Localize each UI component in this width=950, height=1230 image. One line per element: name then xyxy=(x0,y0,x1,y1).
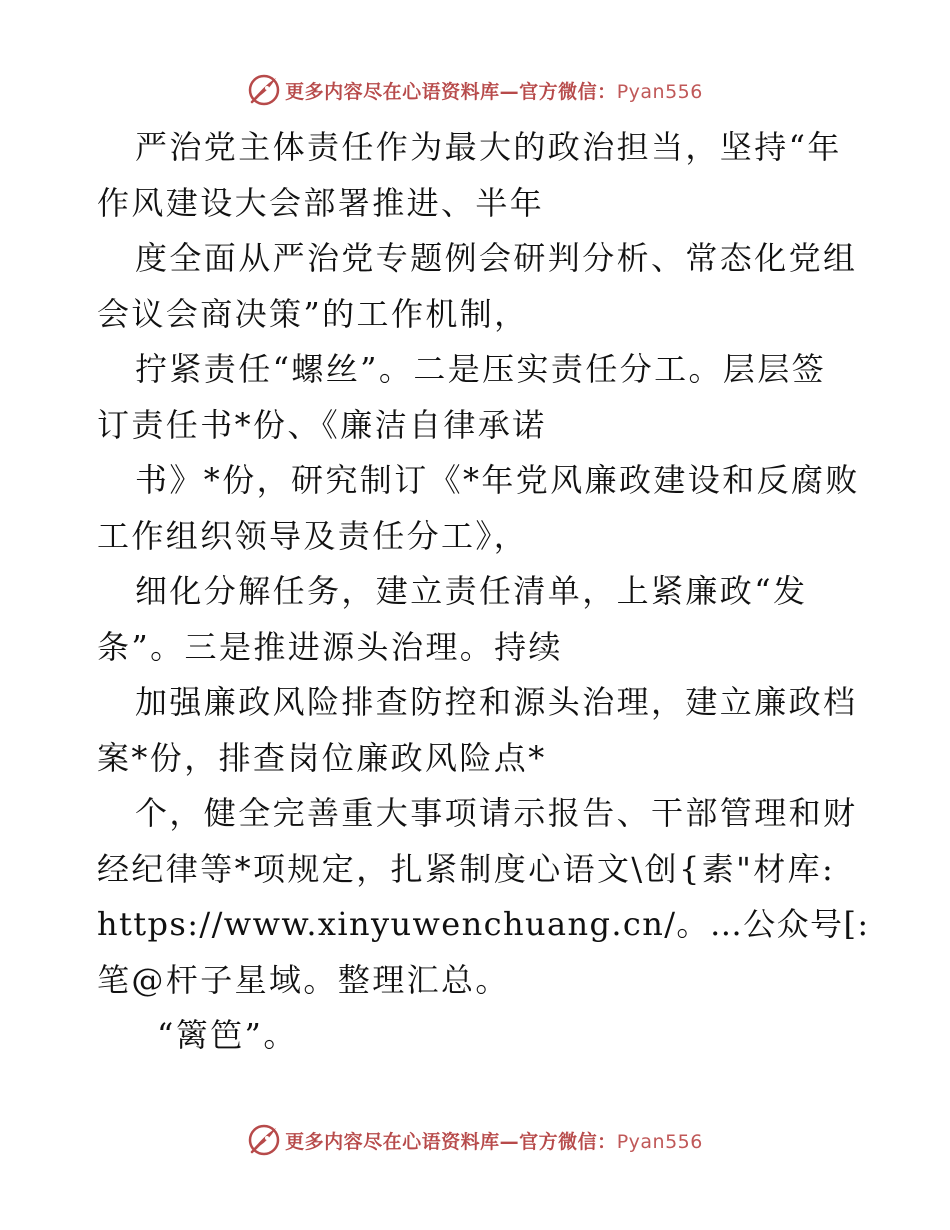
text-line: 订责任书*份、《廉洁自律承诺 xyxy=(97,405,547,444)
text-line: 工作组织领导及责任分工》， xyxy=(97,516,529,555)
text-line: 条”。三是推进源头治理。持续 xyxy=(97,627,563,666)
text-line: 细化分解任务，建立责任清单，上紧廉政“发 xyxy=(135,572,808,610)
text-line: 作风建设大会部署推进、半年 xyxy=(97,183,545,222)
feather-pen-logo-icon xyxy=(247,1123,281,1157)
text-line: “篱笆”。 xyxy=(157,1016,298,1054)
text-line: 加强廉政风险排查防控和源头治理，建立廉政档 xyxy=(135,683,858,721)
text-line: 案*份，排查岗位廉政风险点* xyxy=(97,738,547,777)
header-banner xyxy=(0,68,950,112)
footer-banner xyxy=(0,1118,950,1162)
footer-separator: — xyxy=(499,1130,520,1153)
header-separator: — xyxy=(499,80,520,103)
feather-pen-logo-icon xyxy=(247,73,281,107)
footer-wechat-label: 官方微信： xyxy=(519,1130,617,1153)
header-wechat-id: Pyan556 xyxy=(616,80,703,103)
text-line: 拧紧责任“螺丝”。二是压实责任分工。层层签 xyxy=(135,350,827,388)
document-body xyxy=(97,120,877,1064)
text-line: 个，健全完善重大事项请示报告、干部管理和财 xyxy=(135,794,858,832)
footer-site-text: 更多内容尽在心语资料库 xyxy=(285,1130,500,1153)
text-line: 严治党主体责任作为最大的政治担当，坚持“年 xyxy=(135,128,842,166)
text-line: 会议会商决策”的工作机制， xyxy=(97,294,529,333)
text-line: 书》*份，研究制订《*年党风廉政建设和反腐败 xyxy=(135,461,860,499)
header-wechat-label: 官方微信： xyxy=(519,80,617,103)
text-line-url: https://www.xinyuwenchuang.cn/。…公众号[: xyxy=(97,905,870,943)
text-line: 经纪律等*项规定，扎紧制度心语文\创{素"材库: xyxy=(97,849,836,888)
footer-wechat-id: Pyan556 xyxy=(616,1130,703,1153)
text-line: 笔@杆子星域。整理汇总。 xyxy=(97,960,510,999)
header-site-text: 更多内容尽在心语资料库 xyxy=(285,80,500,103)
text-line: 度全面从严治党专题例会研判分析、常态化党组 xyxy=(135,239,858,277)
